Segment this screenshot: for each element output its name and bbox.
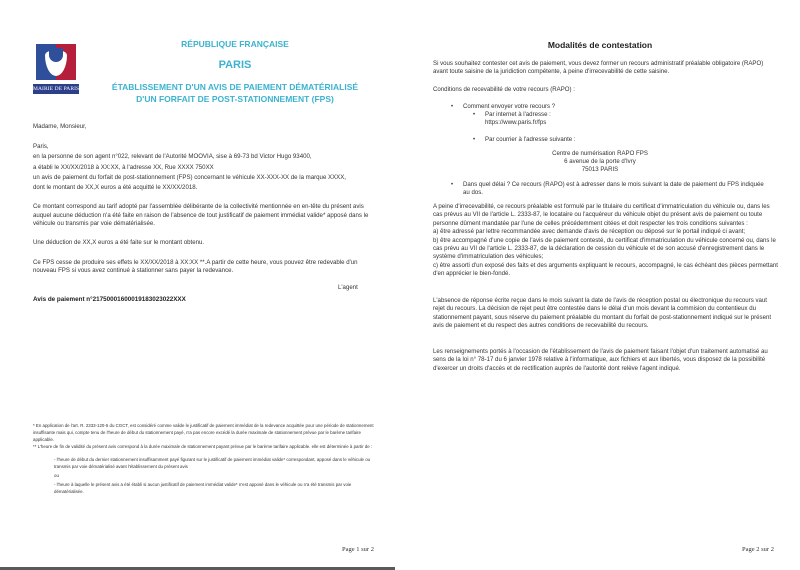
condition-c: c) être assorti d'un exposé des faits et des arguments expliquant le recours, accompagné, le cas échéant des pièces permettant d'en apprécier le bien-fondé. xyxy=(433,261,778,278)
mail-bullet xyxy=(473,136,773,144)
city-heading: PARIS xyxy=(218,59,252,71)
title-line-1: ÉTABLISSEMENT D'UN AVIS DE PAIEMENT DÉMATÉRIALISÉ xyxy=(111,82,359,92)
footnote-2: ** L'heure de fin de validité du présent avis correspond à la durée maximale de stationnement payant prévue par le barème tarifaire applicable. elle est déterminée à partir de : xyxy=(33,444,373,449)
renseignements-paragraph: Les renseignements portés à l'occasion de l'établissement de l'avis de paiement faisant l'objet d'un traitement automatisé au sens de la loi n° 78-17 du 6 janvier 1978 relative à l'informatique, aux fichiers et aux libertés, vous disposez de la possibilité d'exercer un droits d'accès et de rectification auprès de l'autorité dont relève l'agent indiqué. xyxy=(433,348,768,372)
deduction-paragraph: Une déduction de XX,X euros a été faite sur le montant obtenu. xyxy=(33,239,205,247)
avis-number: Avis de paiement n°21750001600019183023022XXX xyxy=(33,296,186,303)
effets-paragraph: Ce FPS cesse de produire ses effets le XX/XX/2018 à XX:XX **.A partir de cette heure, vous pouvez être redevable d'un nouveau FPS si vous avez continué à stationner sans payer la redevance. xyxy=(33,258,358,275)
absence-paragraph: L'absence de réponse écrite reçue dans le mois suivant la date de l'avis de réception postal ou électronique du recours vaut rejet du recours. La décision de rejet peut être contestée dans le délai d'un mois devant la commision du contentieux du stationnement payant, sous réserve du paiement préalable du montant du forfait de post-stationnement indiqué sur le présent avis de paiement et du respect des autres conditions de recevabilité du recours. xyxy=(433,297,772,330)
paris-emblem-icon xyxy=(36,44,76,80)
agent-signature: L'agent xyxy=(338,284,358,291)
logo-label: MAIRIE DE PARIS xyxy=(33,86,80,92)
footnotes xyxy=(33,422,378,495)
internet-label: • Par internet à l'adresse : xyxy=(473,111,773,119)
tarif-paragraph: Ce montant correspond au tarif adopté par l'assemblée délibérante de la collectivité mentionnée en en-tête du présent avis auquel aucune déduction n'a été faite en raison de l'absence de tout justificatif de paiement immédiat valide* apposé dans le véhicule ou transmis par voie dématérialisée. xyxy=(33,203,369,228)
republique-heading: RÉPUBLIQUE FRANÇAISE xyxy=(181,39,289,49)
footnote-1: * En application de l'art. R. 2333-120-5 du CGCT, est considéré comme valide le justificatif de paiement immédiat de la redevance acquittée pour une période de stationnement insuffisante mais qui, compte tenu de l'heure de début du stationnement payé, n'a pas encore excédé la durée maximale de stationnement prévue par le barème tarifaire applicable. xyxy=(33,423,374,442)
title-line-2: D'UN FORFAIT DE POST-STATIONNEMENT (FPS) xyxy=(136,94,334,104)
document-page-2 xyxy=(400,0,800,570)
intro-line: dont le montant de XX,X euros a été acquitté le XX/XX/2018. xyxy=(33,184,198,192)
mail-label: • Par courrier à l'adresse suivante : xyxy=(473,136,773,144)
document-title xyxy=(95,81,375,105)
intro-line: Paris, xyxy=(33,143,49,151)
intro-line: un avis de paiement du forfait de post-stationnement (FPS) concernant le véhicule XX-XXX-XX de la marque XXXX, xyxy=(33,173,346,181)
address-line-1: Centre de numérisation RAPO FPS xyxy=(552,150,648,157)
mairie-de-paris-logo xyxy=(33,44,79,94)
irrecevabilite-paragraph: A peine d'irrecevabilité, ce recours préalable est formulé par le titulaire du certificat d'immatriculation du véhicule ou, dans les cas prévus au VII de l'article L. 2333-87, le locataire ou l'acquéreur du véhicule objet du présent avis de paiement ou toute personne dûment mandatée par l'une de celles précédemment citées et doit respecter les trois conditions suivantes : xyxy=(433,203,770,227)
condition-b: b) être accompagné d'une copie de l'avis de paiement contesté, du certificat d'immatriculation du véhicule concerné ou, dans le cas prévu au VII de l'article L. 2333-87, de la déclaration de cession du véhicule et de son accusé d'enregistrement dans le système d'immatriculation des véhicules; xyxy=(433,236,776,261)
footnote-option-2: - l'heure à laquelle le présent avis a été établi si aucun justificatif de paiement immédiat valide* n'est apposé dans le véhicule ou n'a été transmis par voie dématérialisée. xyxy=(54,482,352,494)
condition-a: a) être adressé par lettre recommandée avec demande d'avis de réception ou déposé sur le portail indiqué ci avant; xyxy=(433,228,746,236)
intro-line: a établi le XX/XX/2018 à XX:XX, à l'adresse XX, Rue XXXX 750XX xyxy=(33,163,214,171)
footnote-or: ou xyxy=(54,473,59,478)
contestation-intro: Si vous souhaitez contester cet avis de paiement, vous devez former un recours administratif préalable obligatoire (RAPO) avant toute saisine de la juridiction compétente, à peine d'irrecevabilité de cette saisine. xyxy=(433,60,764,76)
how-title: • Comment envoyer votre recours ? xyxy=(451,103,771,111)
intro-line: en la personne de son agent n°022, relevant de l'Autorité MOOVIA, sise à 69-73 bd Victor Hugo 93400, xyxy=(33,153,312,161)
delay-text: • Dans quel délai ? Ce recours (RAPO) est à adresser dans le mois suivant la date de paiement du FPS indiquée au dos. xyxy=(451,181,771,198)
page-number: Page 2 sur 2 xyxy=(742,546,774,553)
salutation: Madame, Monsieur, xyxy=(33,123,87,130)
internet-url[interactable]: https://www.paris.fr/fps xyxy=(485,119,547,127)
internet-bullet xyxy=(473,111,773,128)
contestation-title: Modalités de contestation xyxy=(547,40,653,50)
conditions-title: Conditions de recevabilité de votre recours (RAPO) : xyxy=(433,86,575,93)
address-line-2: 6 avenue de la porte d'Ivry xyxy=(564,158,636,166)
mail-address xyxy=(400,150,800,175)
letter-body xyxy=(33,122,378,275)
page-number: Page 1 sur 2 xyxy=(342,546,374,553)
footnote-option-1: - l'heure de début du dernier stationnement insuffisamment payé figurant sur le justificatif de paiement immédiat valide* correspondant, apposé dans le véhicule ou transmis par voie dématérialisé avant l'établissement du présent avis xyxy=(54,457,371,469)
irrecevabilite-block xyxy=(433,203,778,279)
address-line-3: 75013 PARIS xyxy=(581,166,619,174)
delay-bullet xyxy=(451,181,771,198)
